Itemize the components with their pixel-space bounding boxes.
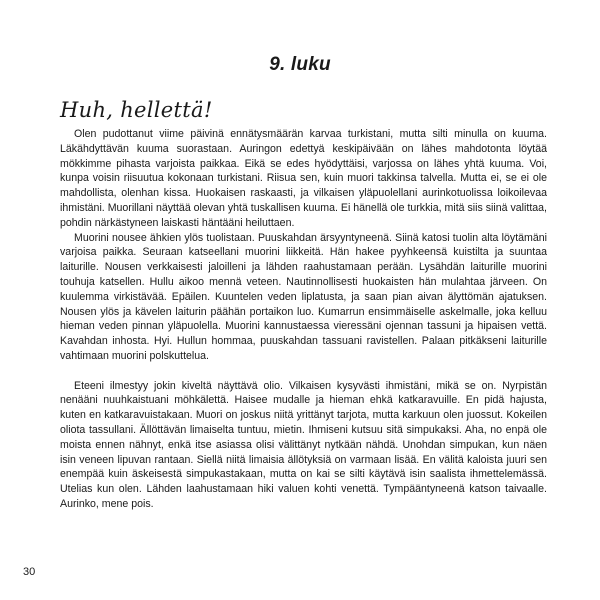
- section-heading: Huh, hellettä!: [60, 98, 213, 122]
- body-text: [60, 127, 547, 512]
- page-number: 30: [23, 566, 36, 578]
- paragraph-2: Muorini nousee ähkien ylös tuolistaan. Puuskahdan ärsyyntyneenä. Siinä katosi tuolin alta löytämäni varjoisa paikka. Seuraan katseellani muorini liikkeitä. Hän hakee pyyhkeensä kuistilta ja suuntaa laiturille. Nousen verkkaisesti jaloilleni ja lähden raahustamaan perään. Lysähdän laiturille muorini touhuja katsellen. Hullu aikoo mennä veteen. Nautinnollisesti huokaisten hän mulahtaa järveen. On kuulemma virkistävää. Epäilen. Kuuntelen veden liplatusta, ja saan pian aivan älyttömän ajatuksen. Nousen ylös ja kävelen laiturin päähän portaikon luo. Kumarrun ensimmäiselle askelmalle, joka kelluu hieman veden pinnan yläpuolella. Muorini kannustaessa vieressäni ojennan tassuni ja hipaisen vettä. Kavahdan inhosta. Hyi. Hullun hommaa, puuskahdan tassuani ravistellen. Palaan pitkäkseni laiturille vahtimaan muorini polskuttelua.: [60, 231, 547, 362]
- chapter-title: 9. luku: [269, 54, 331, 75]
- paragraph-1: Olen pudottanut viime päivinä ennätysmäärän karvaa turkistani, mutta silti minulla on kuuma. Läkähdyttävän kuuma suorastaan. Auringon edettyä keskipäivään on lähes mahdotonta löytää mökkimme pihasta varjoista paikkaa. Eikä se edes hyödyttäisi, varjossa on lähes yhtä kuuma. Voi, kunpa voisin riisuutua kokonaan turkistani. Riisua sen, kuin muori takkinsa talvella. Mutta ei, se ei ole mahdollista, olenhan kissa. Huokaisen raskaasti, ja vilkaisen yläpuolellani aurinkotuolissa loikoilevaa ihmistäni. Muorillani näyttää olevan yhtä tuskallisen kuuma. Ei hänellä ole turkkia, mitä siis siinä valittaa, pohdin närkästyneen laiskasti häntääni heiluttaen.: [60, 128, 547, 229]
- paragraph-3: Eteeni ilmestyy jokin kiveltä näyttävä olio. Vilkaisen kysyvästi ihmistäni, mikä se on. Nyrpistän nenääni nuuhkaistuani möhkälettä. Haisee mudalle ja hieman ehkä katkaravuille. En pidä hajusta, kuten en katkaravuistakaan. Muori on joskus niitä yrittänyt tarjota, mutta karkuun olen juossut. Kokeilen oliota tassullani. Ällöttävän limaiselta tuntuu, mietin. Ihmiseni kutsuu sitä simpukaksi. Aha, no enpä ole moista ennen nähnyt, enkä itse asiassa olisi välittänyt nytkään nähdä. Unohdan simpukan, kun näen isin veneen lipuvan rantaan. Siellä niitä limaisia ällötyksiä on varmaan lisää. En välitä kaloista juuri sen enempää kuin äskeisestä simpukastakaan, mutta on kai se silti käytävä isin saalista ihmettelemässä. Utelias kun olen. Lähden laahustamaan hiki valuen kohti venettä. Tympääntyneenä katson taivaalle. Aurinko, mene pois.: [60, 379, 547, 510]
